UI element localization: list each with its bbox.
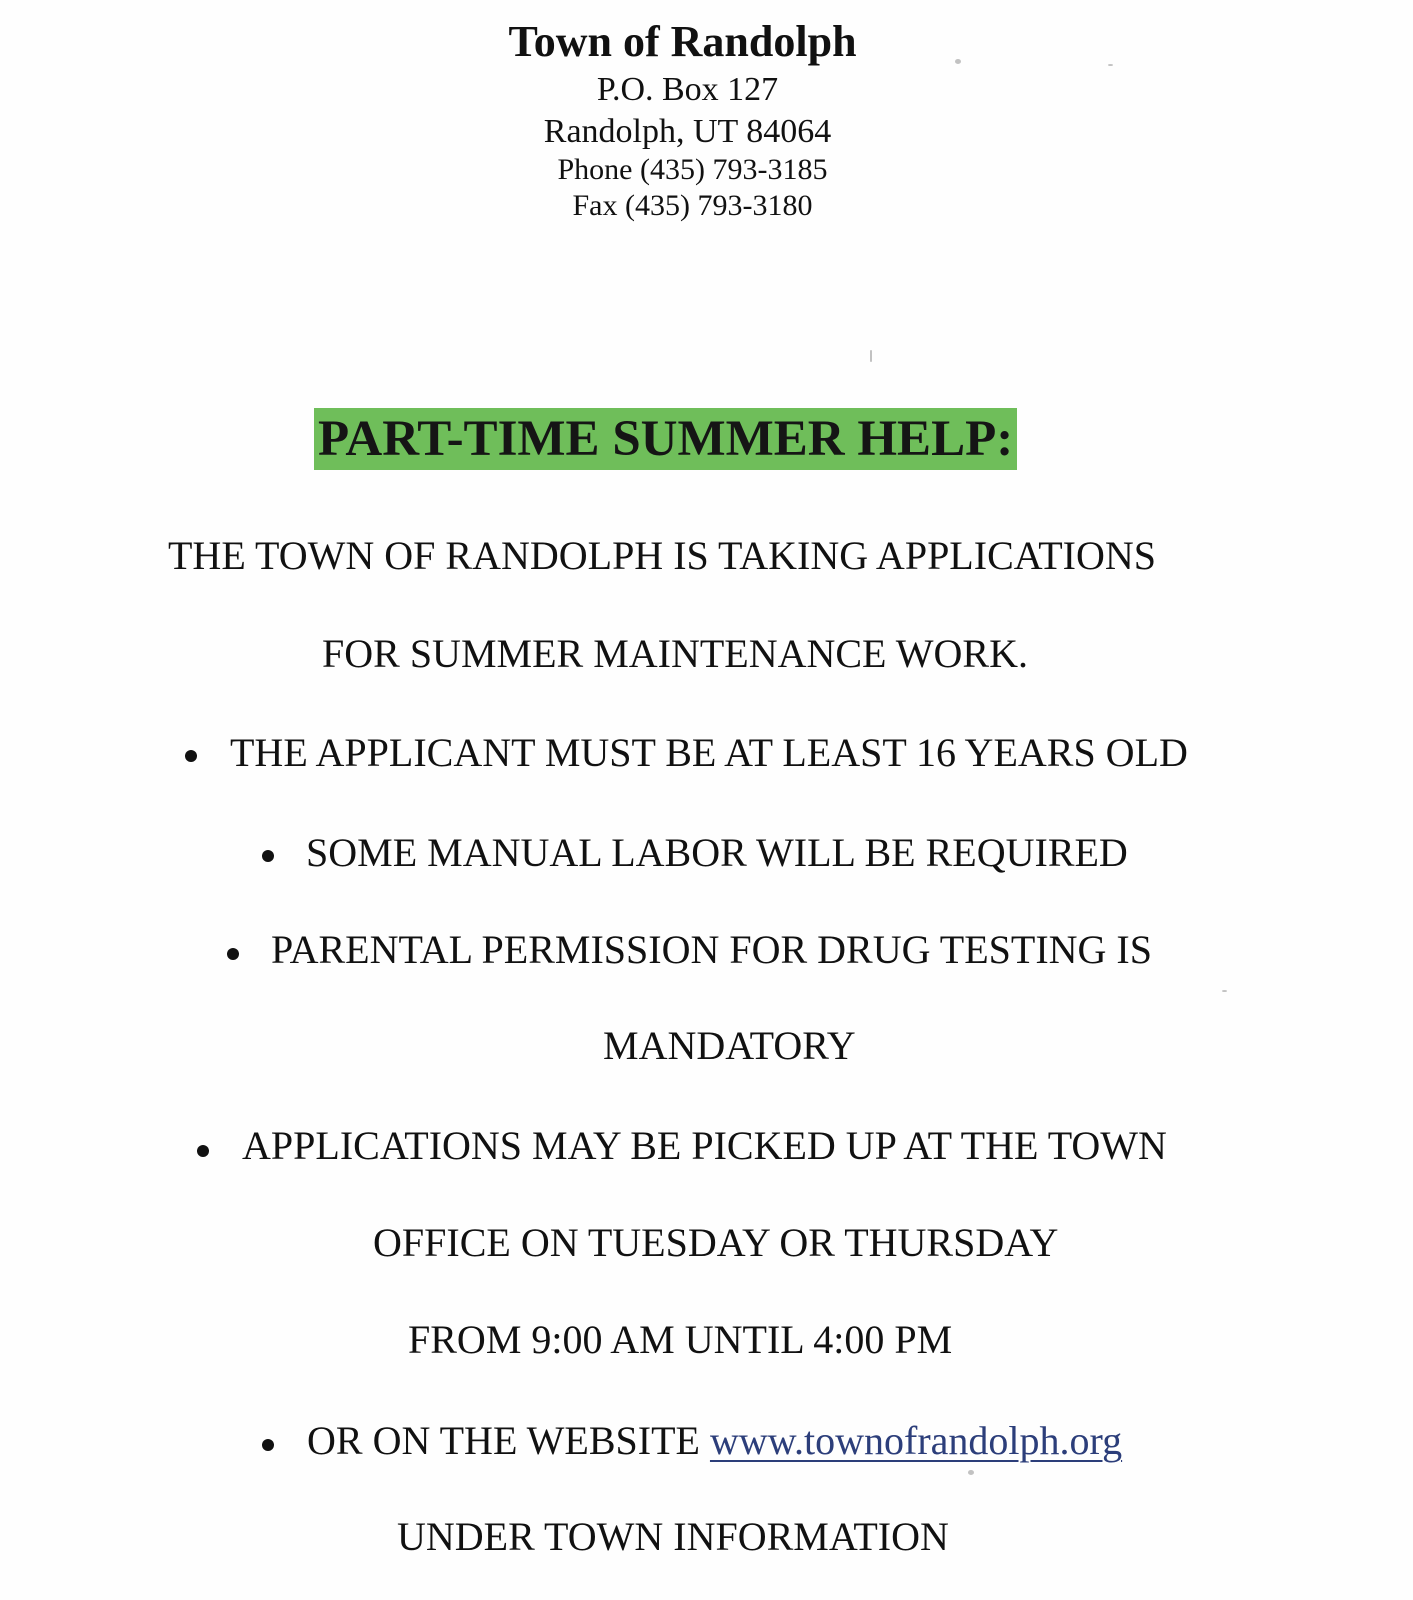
scan-speck [968,1470,974,1475]
fax-number: Fax (435) 793-3180 [572,189,813,222]
website-prefix: OR ON THE WEBSITE [307,1418,700,1463]
requirement-website-line-2: UNDER TOWN INFORMATION [397,1514,949,1559]
org-name: Town of Randolph [508,17,857,66]
po-box: P.O. Box 127 [596,71,779,108]
intro-line-2: FOR SUMMER MAINTENANCE WORK. [322,631,1028,676]
scan-speck [1222,990,1227,992]
requirement-website-line-1 [307,1417,1122,1465]
headline-highlight [314,408,1017,470]
bullet-icon [185,750,197,762]
requirement-labor: SOME MANUAL LABOR WILL BE REQUIRED [306,830,1128,875]
requirement-age: THE APPLICANT MUST BE AT LEAST 16 YEARS OLD [230,730,1188,775]
bullet-icon [262,850,274,862]
bullet-icon [197,1145,209,1157]
requirement-drug-testing-line-2: MANDATORY [603,1023,856,1068]
requirement-pickup-line-3: FROM 9:00 AM UNTIL 4:00 PM [408,1317,953,1362]
bullet-icon [227,948,239,960]
city-state-zip: Randolph, UT 84064 [543,113,832,150]
bullet-icon [262,1439,274,1451]
intro-line-1: THE TOWN OF RANDOLPH IS TAKING APPLICATIONS [168,533,1156,578]
requirement-drug-testing-line-1: PARENTAL PERMISSION FOR DRUG TESTING IS [271,927,1152,972]
requirement-pickup-line-1: APPLICATIONS MAY BE PICKED UP AT THE TOWN [242,1123,1167,1168]
phone-number: Phone (435) 793-3185 [557,153,828,186]
headline-text: PART-TIME SUMMER HELP: [318,411,1014,467]
website-link[interactable]: www.townofrandolph.org [709,1418,1123,1463]
requirement-pickup-line-2: OFFICE ON TUESDAY OR THURSDAY [373,1220,1059,1265]
scan-speck [870,350,872,362]
